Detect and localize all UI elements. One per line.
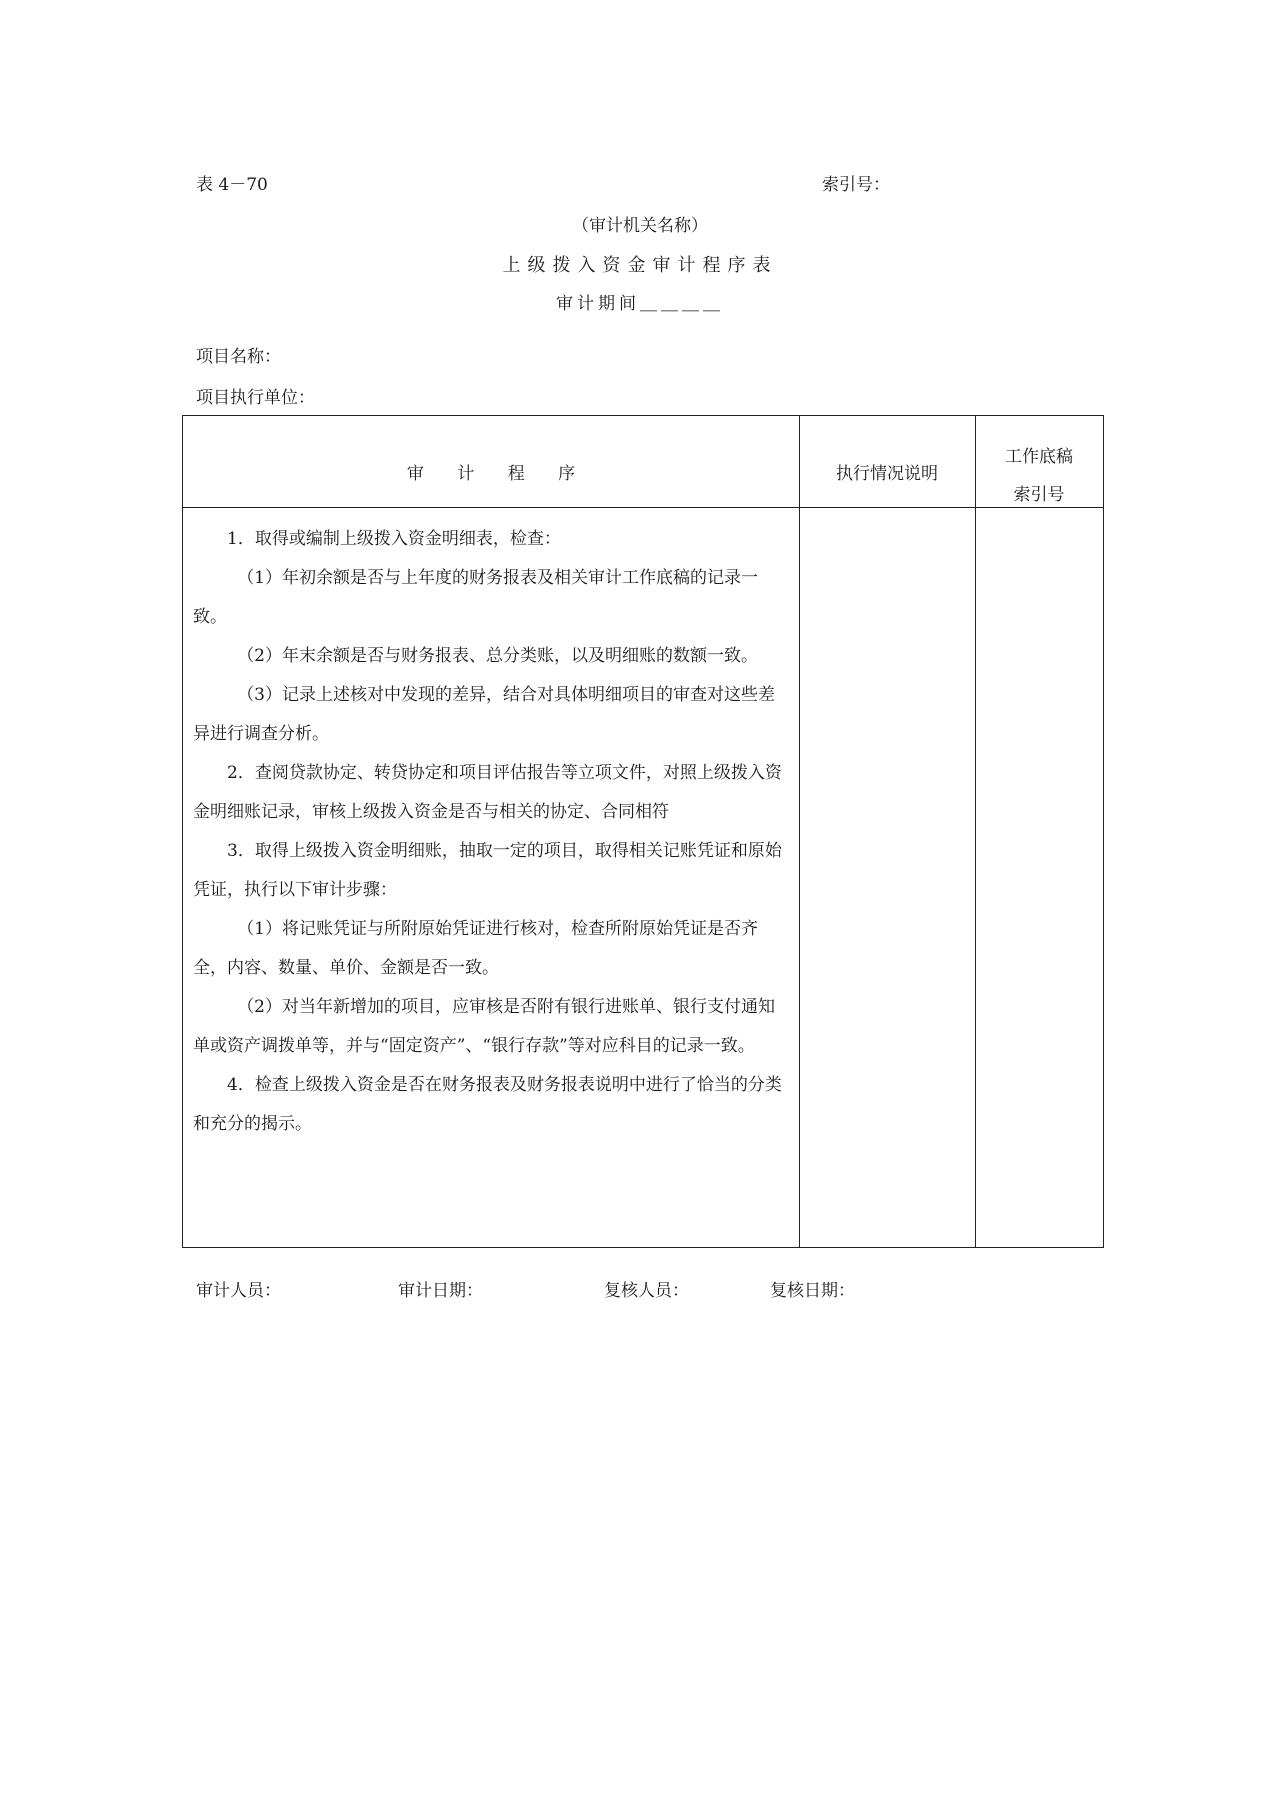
workpaper-header-line2: 索引号 — [1013, 485, 1065, 505]
procedure-item: 1．取得或编制上级拨入资金明细表，检查： — [227, 529, 561, 549]
project-name-label: 项目名称： — [196, 347, 281, 367]
column-header-procedure: 审 计 程 序 — [406, 464, 576, 484]
header-divider — [183, 507, 1103, 508]
audit-procedure-table — [182, 415, 1104, 1248]
reviewer-label: 复核人员： — [604, 1281, 689, 1301]
table-number: 表 4－70 — [196, 175, 268, 195]
column-divider — [975, 416, 976, 1247]
column-header-workpaper-index — [975, 438, 1103, 514]
auditor-label: 审计人员： — [196, 1281, 281, 1301]
column-header-execution: 执行情况说明 — [836, 464, 938, 484]
procedure-item: （1）年初余额是否与上年度的财务报表及相关审计工作底稿的记录一致。 — [193, 568, 759, 627]
audit-org-name: （审计机关名称） — [572, 216, 708, 236]
procedure-item: 4．检查上级拨入资金是否在财务报表及财务报表说明中进行了恰当的分类和充分的揭示。 — [193, 1075, 782, 1134]
procedure-item: （1）将记账凭证与所附原始凭证进行核对，检查所附原始凭证是否齐全，内容、数量、单价、金额是否一致。 — [193, 919, 759, 978]
column-divider — [799, 416, 800, 1247]
index-number-label: 索引号： — [822, 175, 890, 195]
procedure-item: （2）对当年新增加的项目，应审核是否附有银行进账单、银行支付通知单或资产调拨单等，并与“固定资产”、“银行存款”等对应科目的记录一致。 — [193, 997, 776, 1056]
procedure-item: 2．查阅贷款协定、转贷协定和项目评估报告等立项文件，对照上级拨入资金明细账记录，审核上级拨入资金是否与相关的协定、合同相符 — [193, 763, 782, 822]
execution-unit-label: 项目执行单位： — [196, 388, 315, 408]
review-date-label: 复核日期： — [770, 1281, 855, 1301]
workpaper-header-line1: 工作底稿 — [1005, 447, 1073, 467]
procedure-item: （3）记录上述核对中发现的差异，结合对具体明细项目的审查对这些差异进行调查分析。 — [193, 685, 776, 744]
procedure-list — [193, 520, 789, 1144]
procedure-item: 3．取得上级拨入资金明细账，抽取一定的项目，取得相关记账凭证和原始凭证，执行以下审计步骤： — [193, 841, 782, 900]
audit-date-label: 审计日期： — [398, 1281, 483, 1301]
procedure-item: （2）年末余额是否与财务报表、总分类账，以及明细账的数额一致。 — [237, 646, 759, 666]
audit-period: 审计期间＿＿＿＿ — [556, 294, 724, 314]
document-title: 上级拨入资金审计程序表 — [502, 255, 778, 276]
